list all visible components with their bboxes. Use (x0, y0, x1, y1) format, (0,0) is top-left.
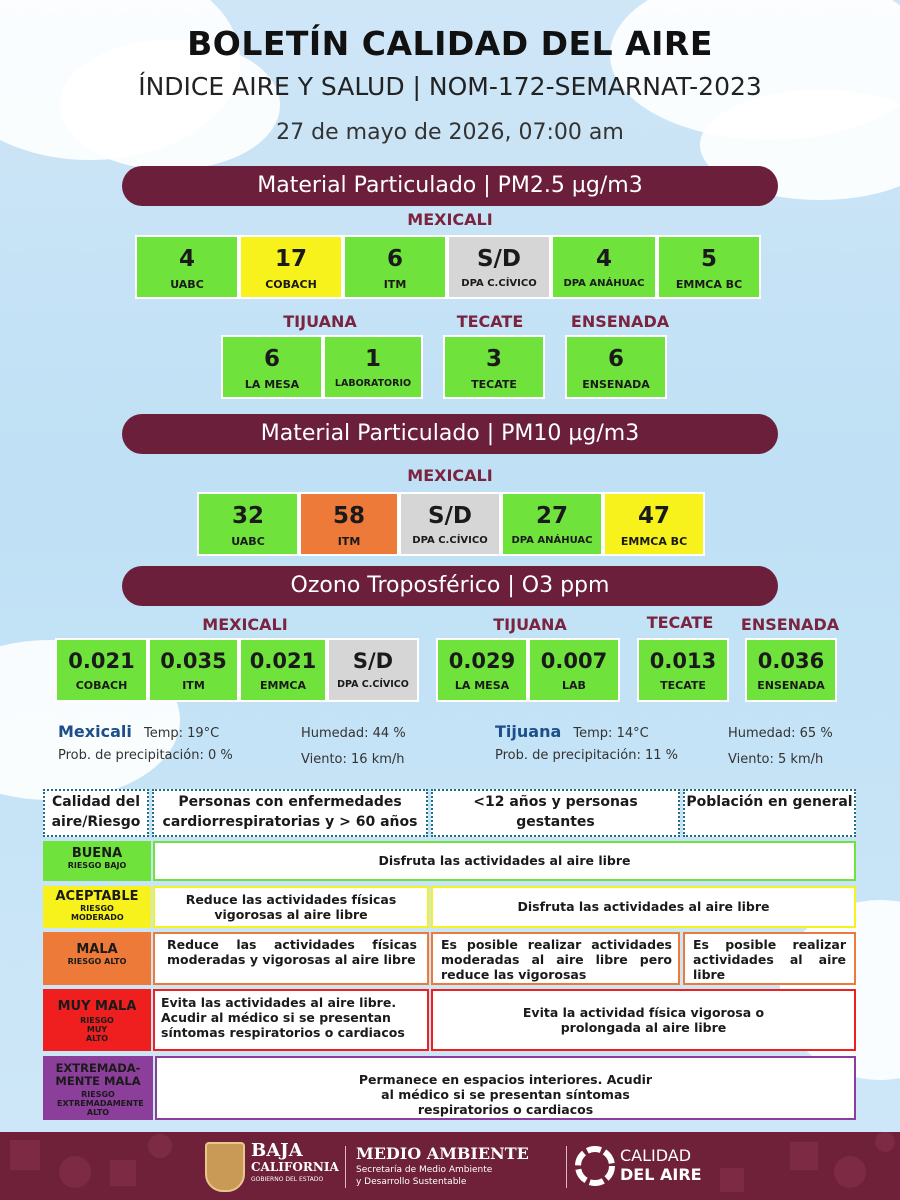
brand-line2: DEL AIRE (620, 1165, 702, 1184)
o3-station-label: ITM (182, 679, 205, 692)
pm25-station-label: ENSENADA (582, 378, 650, 391)
pm25-station-tile (343, 235, 447, 299)
risk-level-risk: RIESGO MUY ALTO (80, 1016, 114, 1043)
o3-city-tecate: TECATE (646, 613, 714, 632)
o3-value: 0.021 (68, 649, 135, 673)
footer-divider (566, 1146, 567, 1188)
pm25-value: 6 (386, 246, 403, 272)
pm10-station-tile (501, 492, 603, 556)
risk-level-risk: RIESGO BAJO (67, 861, 127, 870)
state-seal-icon (205, 1142, 245, 1192)
pm10-value: 47 (637, 503, 670, 529)
risk-level-mala (43, 932, 151, 985)
o3-value: 0.021 (249, 649, 317, 673)
table-header-children: <12 años y personas gestantes (431, 789, 680, 837)
air-quality-logo-icon (575, 1146, 615, 1186)
recommendation-cell: Reduce las actividades físicas vigorosas al aire libre (153, 886, 429, 928)
pm10-value: 58 (332, 503, 365, 529)
o3-station-tile (745, 638, 837, 702)
o3-station-label: EMMCA (260, 679, 306, 692)
pm25-station-label: DPA C.CÍVICO (461, 278, 537, 289)
pm10-section-title: Material Particulado | PM10 µg/m3 (122, 414, 778, 454)
o3-city-ensenada: ENSENADA (740, 615, 840, 634)
pm25-station-label: ITM (383, 278, 407, 291)
recommendation-cell: Reduce las actividades físicas moderadas y vigorosas al aire libre (153, 932, 429, 985)
recommendation-cell: Es posible realizar actividades al aire libre (683, 932, 856, 985)
o3-station-label: DPA C.CÍVICO (337, 679, 409, 690)
state-name-line2: CALIFORNIA (251, 1160, 339, 1174)
risk-level-name: MUY MALA (57, 999, 137, 1014)
o3-station-tile (327, 638, 419, 702)
footer-divider (345, 1146, 346, 1188)
pm10-value: S/D (427, 503, 473, 529)
pm10-station-tile (399, 492, 501, 556)
weather-city-name: Mexicali (58, 722, 132, 741)
weather-precip: Prob. de precipitación: 11 % (495, 748, 679, 763)
pm25-value: 3 (485, 346, 502, 372)
pm25-value: 4 (595, 246, 612, 272)
o3-station-label: LA MESA (454, 679, 510, 692)
recommendation-cell: Evita las actividades al aire libre. Acudir al médico si se presentan síntomas respiratorios o cardiacos (153, 989, 429, 1051)
pm25-value: 6 (607, 346, 624, 372)
pm10-value: 27 (535, 503, 568, 529)
pm25-city-ensenada: ENSENADA (570, 312, 670, 331)
state-name-line1: BAJA (251, 1140, 303, 1161)
state-logo (251, 1142, 341, 1186)
risk-level-name: EXTREMADA-MENTE MALA (55, 1061, 141, 1088)
risk-level-risk: RIESGO MODERADO (71, 904, 124, 922)
pm25-value: 17 (274, 246, 307, 272)
pm25-city-tijuana: TIJUANA (283, 312, 357, 331)
o3-station-label: LAB (562, 679, 586, 692)
pm25-station-label: LABORATORIO (334, 378, 412, 389)
o3-station-label: COBACH (75, 679, 128, 692)
pm10-station-label: EMMCA BC (620, 535, 688, 548)
pm10-station-tile (197, 492, 299, 556)
o3-station-label: ENSENADA (757, 679, 825, 692)
recommendation-cell: Disfruta las actividades al aire libre (431, 886, 856, 928)
risk-level-name: ACEPTABLE (55, 889, 139, 904)
pm25-station-label: TECATE (471, 378, 517, 391)
pm25-station-tile (565, 335, 667, 399)
table-header-sensitive: Personas con enfermedades cardiorrespiratorias y > 60 años (152, 789, 428, 837)
table-header-general: Población en general (683, 789, 856, 837)
pm25-station-tile (239, 235, 343, 299)
pm25-section-title: Material Particulado | PM2.5 µg/m3 (122, 166, 778, 206)
weather-wind: Viento: 16 km/h (301, 752, 405, 767)
footer-bar (0, 1132, 900, 1200)
risk-level-muy-mala (43, 989, 151, 1051)
pm10-city-mexicali: MEXICALI (407, 466, 493, 485)
brand-line1: CALIDAD (620, 1146, 692, 1165)
bulletin-date: 27 de mayo de 2026, 07:00 am (276, 120, 624, 145)
agency-sub2: y Desarrollo Sustentable (356, 1177, 467, 1187)
pm10-station-label: ITM (337, 535, 361, 548)
pm25-city-tecate: TECATE (456, 312, 524, 331)
o3-station-tile (55, 638, 148, 702)
page-subtitle: ÍNDICE AIRE Y SALUD | NOM-172-SEMARNAT-2023 (138, 72, 762, 101)
pm10-station-label: DPA ANÁHUAC (511, 535, 593, 546)
air-quality-brand (620, 1146, 740, 1184)
pm25-value: 4 (178, 246, 195, 272)
o3-value: 0.007 (540, 649, 608, 673)
pm10-station-label: DPA C.CÍVICO (412, 535, 488, 546)
weather-humidity: Humedad: 65 % (728, 726, 833, 741)
o3-value: 0.013 (649, 649, 717, 673)
risk-level-name: BUENA (71, 846, 123, 861)
pm25-station-tile (447, 235, 551, 299)
pm25-station-tile (323, 335, 423, 399)
pm25-value: 1 (364, 346, 381, 372)
pm25-station-label: LA MESA (244, 378, 300, 391)
pm25-station-tile (657, 235, 761, 299)
weather-temp: Temp: 19°C (143, 726, 220, 741)
page-title: BOLETÍN CALIDAD DEL AIRE (187, 24, 713, 63)
o3-section-title: Ozono Troposférico | O3 ppm (122, 566, 778, 606)
pm10-station-tile (603, 492, 705, 556)
weather-wind: Viento: 5 km/h (728, 752, 824, 767)
table-header-quality: Calidad del aire/Riesgo (43, 789, 149, 837)
agency-name: MEDIO AMBIENTE (356, 1144, 529, 1163)
pm10-value: 32 (231, 503, 264, 529)
weather-temp: Temp: 14°C (573, 726, 649, 741)
o3-city-tijuana: TIJUANA (493, 615, 567, 634)
pm25-value: S/D (476, 246, 522, 272)
o3-station-label: TECATE (660, 679, 706, 692)
risk-level-extremadamente-mala (43, 1056, 153, 1120)
weather-precip: Prob. de precipitación: 0 % (58, 748, 233, 763)
risk-level-aceptable (43, 886, 151, 928)
pm25-city-mexicali: MEXICALI (407, 210, 493, 229)
o3-station-tile (436, 638, 528, 702)
pm25-station-tile (443, 335, 545, 399)
agency-sub1: Secretaría de Medio Ambiente (356, 1165, 493, 1175)
pm25-value: 6 (263, 346, 280, 372)
pm25-station-tile (135, 235, 239, 299)
weather-city-name: Tijuana (495, 722, 562, 741)
agency-logo (356, 1144, 566, 1188)
pm25-station-label: EMMCA BC (675, 278, 743, 291)
o3-city-mexicali: MEXICALI (202, 615, 288, 634)
o3-value: 0.036 (757, 649, 825, 673)
o3-station-tile (239, 638, 327, 702)
o3-station-tile (528, 638, 620, 702)
o3-value: 0.035 (160, 649, 227, 673)
pm25-station-label: UABC (170, 278, 204, 291)
recommendation-cell: Disfruta las actividades al aire libre (153, 841, 856, 881)
o3-value: S/D (352, 649, 394, 673)
o3-value: 0.029 (448, 649, 516, 673)
pm25-station-label: COBACH (265, 278, 317, 291)
o3-station-tile (637, 638, 729, 702)
weather-tijuana (495, 722, 875, 772)
recommendation-cell: Es posible realizar actividades moderadas al aire libre pero reduce las vigorosas (431, 932, 680, 985)
weather-mexicali (58, 722, 438, 772)
pm10-station-tile (299, 492, 399, 556)
risk-level-risk: RIESGO EXTREMADAMENTE ALTO (57, 1090, 144, 1117)
risk-level-risk: RIESGO ALTO (67, 957, 127, 966)
state-name-line3: GOBIERNO DEL ESTADO (251, 1176, 324, 1183)
risk-level-name: MALA (76, 942, 118, 957)
pm25-station-tile (221, 335, 323, 399)
pm25-value: 5 (700, 246, 717, 272)
o3-station-tile (148, 638, 239, 702)
pm25-station-label: DPA ANÁHUAC (563, 278, 645, 289)
risk-level-buena (43, 841, 151, 881)
pm10-station-label: UABC (231, 535, 265, 548)
recommendation-cell: Evita la actividad física vigorosa o prolongada al aire libre (431, 989, 856, 1051)
pm25-station-tile (551, 235, 657, 299)
weather-humidity: Humedad: 44 % (301, 726, 406, 741)
recommendation-cell: Permanece en espacios interiores. Acudir al médico si se presentan síntomas respiratorios o cardiacos (155, 1056, 856, 1120)
